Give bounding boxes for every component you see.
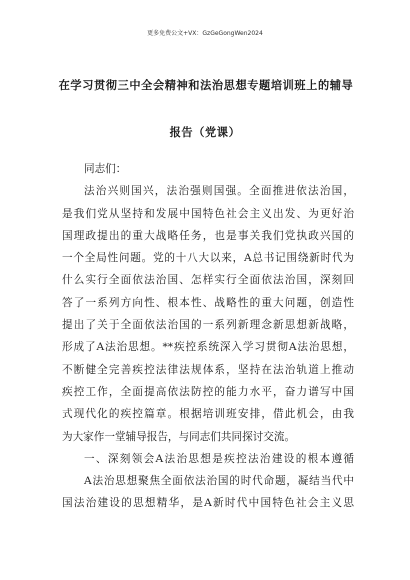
document-title: 在学习贯彻三中全会精神和法治思想专题培训班上的辅导 [58, 78, 354, 92]
body-line: 法治兴则国兴，法治强则国强。全面推进依法治国， [84, 185, 354, 198]
body-line: 什么实行全面依法治国、怎样实行全面依法治国，深刻回 [62, 274, 354, 287]
body-line: 国法治建设的思想精华，是A新时代中国特色社会主义思 [62, 497, 354, 510]
body-line: A法治思想聚焦全面依法治国的时代命题，凝结当代中 [84, 475, 354, 488]
body-line: 为大家作一堂辅导报告，与同志们共同探讨交流。 [62, 430, 296, 443]
section-heading: 一、深刻领会A法治思想是疾控法治建设的根本遵循 [84, 452, 354, 465]
document-body [62, 158, 354, 515]
body-line: 疾控工作，全面提高依法防控的能力水平，奋力谱写中国 [62, 385, 354, 398]
body-line: 是我们党从坚持和发展中国特色社会主义出发、为更好治 [62, 207, 354, 220]
body-line: 答了一系列方向性、根本性、战略性的重大问题，创造性 [62, 296, 354, 309]
document-subtitle: 报告（党课） [169, 125, 241, 139]
body-line: 同志们： [84, 163, 127, 175]
page-header: 更多免费公文+VX：GzGeGongWen2024 [147, 30, 263, 37]
body-line: 形成了A法治思想。**疾控系统深入学习贯彻A法治思想， [62, 341, 354, 354]
body-line: 一个全局性问题。党的十八大以来，A总书记围绕新时代为 [62, 252, 354, 265]
body-line: 提出了关于全面依法治国的一系列新理念新思想新战略， [62, 319, 354, 332]
body-line: 不断健全完善疾控法律法规体系，坚持在法治轨道上推动 [62, 363, 354, 376]
body-line: 国理政提出的重大战略任务，也是事关我们党执政兴国的 [62, 229, 354, 242]
body-line: 式现代化的疾控篇章。根据培训班安排，借此机会，由我 [62, 408, 354, 421]
